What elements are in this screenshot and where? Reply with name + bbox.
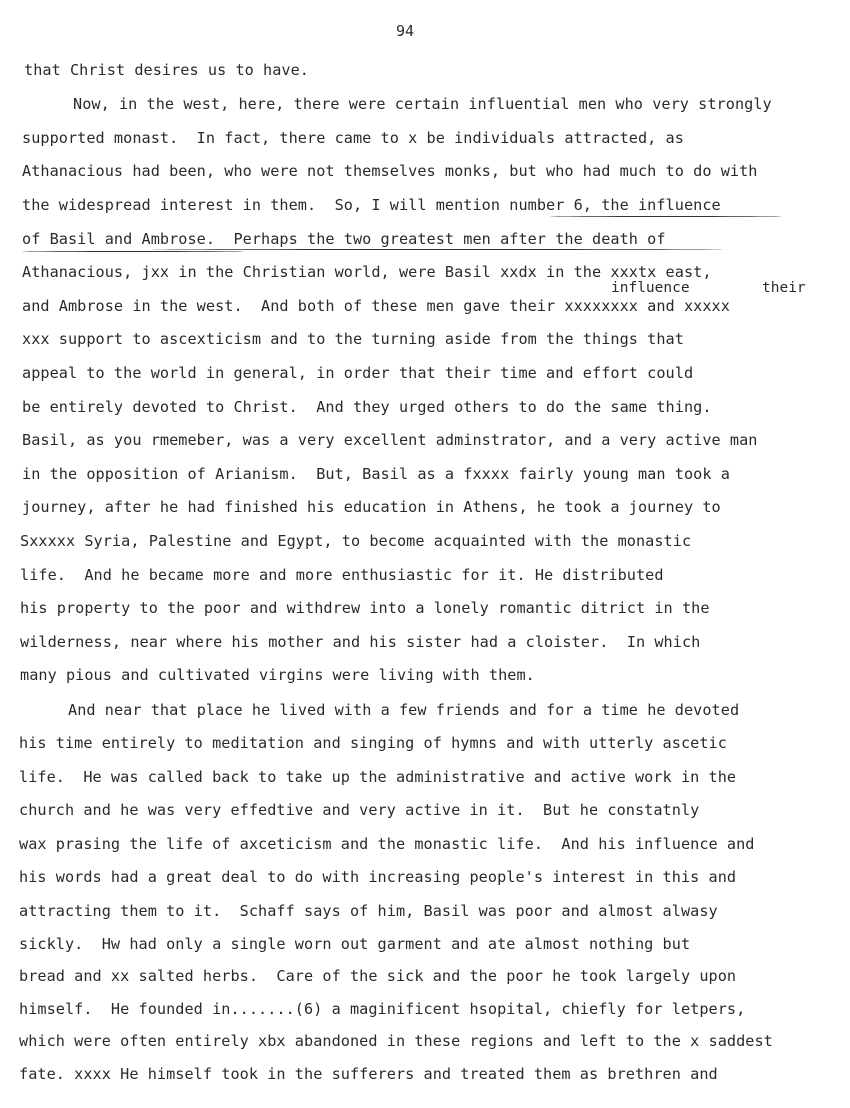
text-line: life. He was called back to take up the administrative and active work in the [19, 768, 737, 786]
text-line: bread and xx salted herbs. Care of the sick and the poor he took largely upon [19, 967, 737, 985]
text-line: Athanacious had been, who were not themselves monks, but who had much to do with [22, 162, 758, 180]
text-line: that Christ desires us to have. [24, 61, 310, 79]
text-line: journey, after he had finished his education in Athens, he took a journey to [22, 498, 721, 516]
text-line: his property to the poor and withdrew into a lonely romantic ditrict in the [20, 599, 710, 617]
text-line: xxx support to ascexticism and to the turning aside from the things that [22, 330, 684, 348]
text-line: attracting them to it. Schaff says of him, Basil was poor and almost alwasy [19, 902, 718, 920]
text-line: Now, in the west, here, there were certain influential men who very strongly [73, 95, 772, 113]
handwritten-underline [22, 251, 244, 252]
text-line: Athanacious, jxx in the Christian world, were Basil xxdx in the xxxtx east, [22, 263, 712, 281]
text-line: himself. He founded in.......(6) a maginificent hsopital, chiefly for letpers, [19, 1000, 746, 1018]
text-line: appeal to the world in general, in order that their time and effort could [22, 364, 694, 382]
text-line: the widespread interest in them. So, I will mention number 6, the influence [22, 196, 721, 214]
text-line: wilderness, near where his mother and his sister had a cloister. In which [20, 633, 701, 651]
text-line: his time entirely to meditation and singing of hymns and with utterly ascetic [19, 734, 727, 752]
text-line: many pious and cultivated virgins were living with them. [20, 666, 535, 684]
handwritten-underline [550, 216, 782, 217]
text-line: sickly. Hw had only a single worn out garment and ate almost nothing but [19, 935, 691, 953]
text-line: life. And he became more and more enthusiastic for it. He distributed [20, 566, 664, 584]
handwritten-underline [150, 249, 725, 250]
text-line: which were often entirely xbx abandoned in these regions and left to the x saddest [19, 1032, 773, 1050]
interlinear-insertion-influence: influence [611, 280, 690, 296]
text-line: church and he was very effedtive and very active in it. But he constatnly [19, 801, 700, 819]
text-line: and Ambrose in the west. And both of these men gave their xxxxxxxx and xxxxx [22, 297, 730, 315]
text-line: Basil, as you rmemeber, was a very excellent adminstrator, and a very active man [22, 431, 758, 449]
text-line: Sxxxxx Syria, Palestine and Egypt, to become acquainted with the monastic [20, 532, 692, 550]
text-line: wax prasing the life of axceticism and the monastic life. And his influence and [19, 835, 755, 853]
text-line: And near that place he lived with a few friends and for a time he devoted [68, 701, 740, 719]
interlinear-insertion-their: their [762, 280, 806, 296]
text-line: be entirely devoted to Christ. And they urged others to do the same thing. [22, 398, 712, 416]
text-line: fate. xxxx He himself took in the sufferers and treated them as brethren and [19, 1065, 718, 1083]
text-line: supported monast. In fact, there came to x be individuals attracted, as [22, 129, 684, 147]
text-line: of Basil and Ambrose. Perhaps the two greatest men after the death of [22, 230, 666, 248]
text-line: his words had a great deal to do with increasing people's interest in this and [19, 868, 737, 886]
text-line: in the opposition of Arianism. But, Basil as a fxxxx fairly young man took a [22, 465, 730, 483]
page-number: 94 [396, 22, 415, 40]
